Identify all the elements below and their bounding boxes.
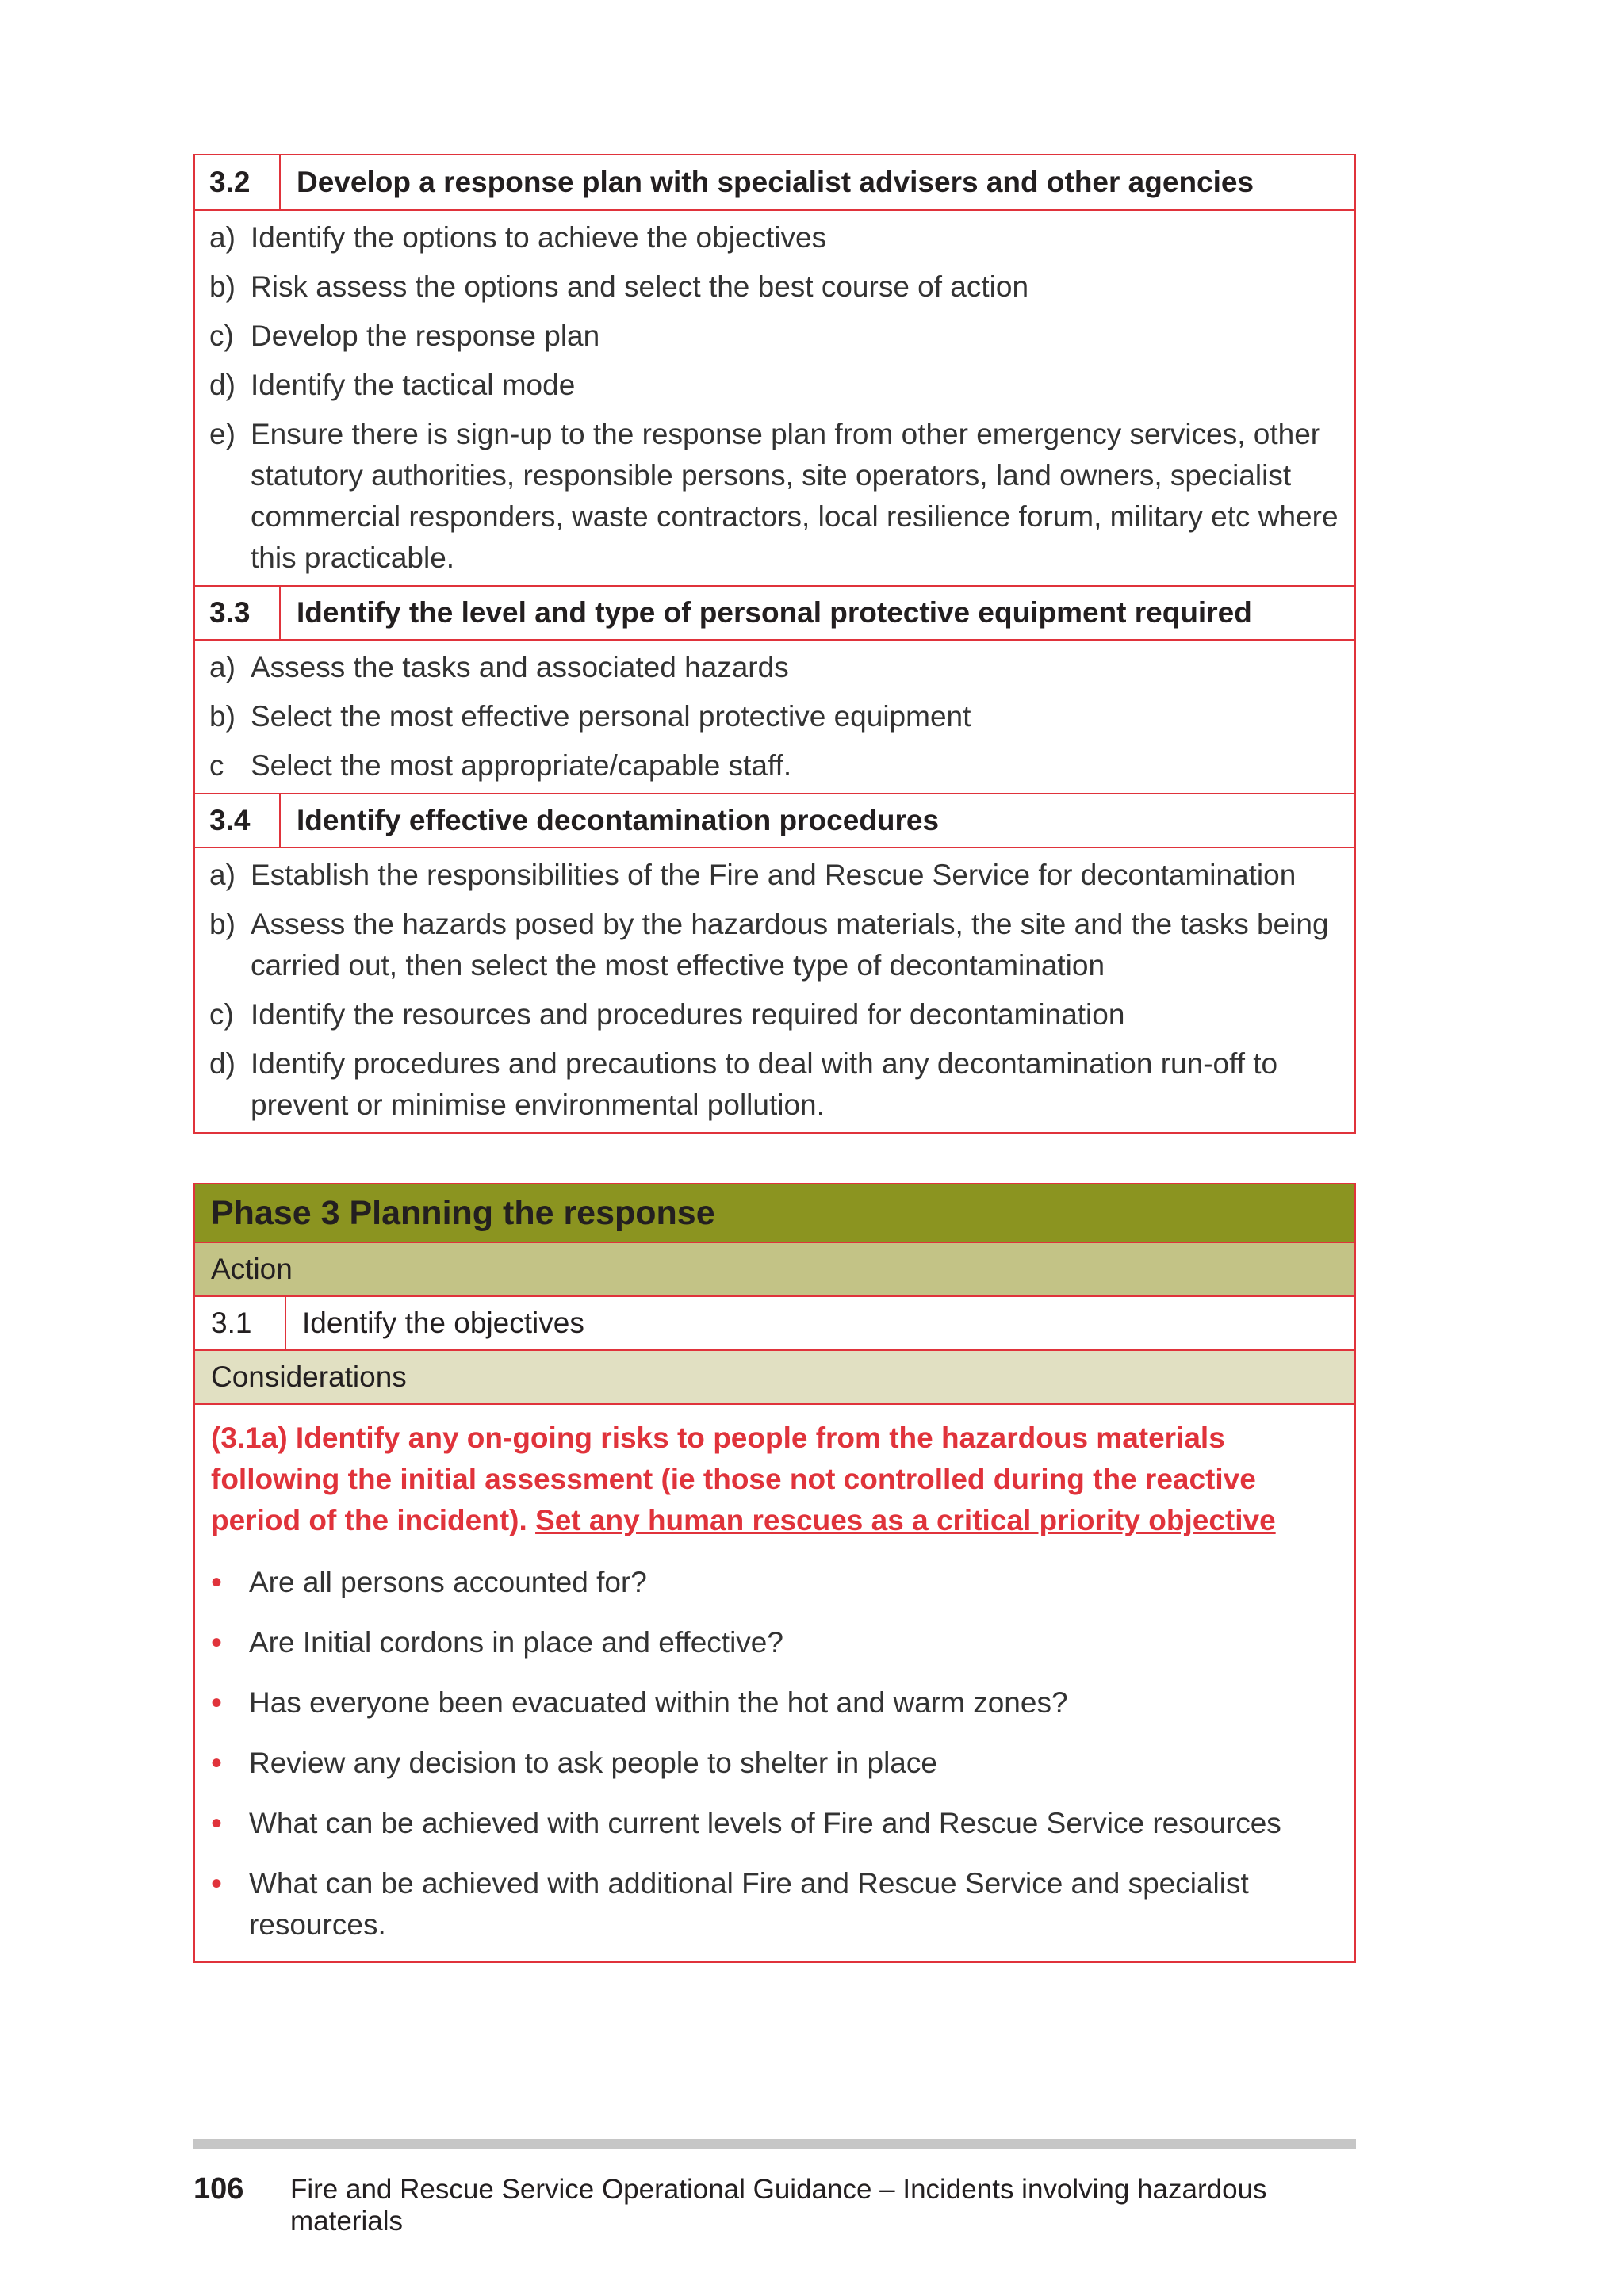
bullet-text: What can be achieved with additional Fire and Rescue Service and specialist resources. xyxy=(249,1867,1249,1941)
bullet-text: Review any decision to ask people to shelter in place xyxy=(249,1747,937,1779)
list-item xyxy=(195,696,1354,737)
bullet-text: Are Initial cordons in place and effective? xyxy=(249,1626,783,1659)
section-header-3-2 xyxy=(195,155,1354,211)
bullet-text: What can be achieved with current levels of Fire and Rescue Service resources xyxy=(249,1807,1281,1839)
page-footer xyxy=(193,2172,1356,2237)
objective-row xyxy=(195,1297,1354,1351)
item-letter: c) xyxy=(209,320,234,352)
section-header-3-4 xyxy=(195,793,1354,848)
item-text: Establish the responsibilities of the Fire and Rescue Service for decontamination xyxy=(251,859,1297,891)
item-text: Risk assess the options and select the best course of action xyxy=(251,270,1029,303)
list-item xyxy=(195,904,1354,986)
list-item xyxy=(195,745,1354,786)
item-text: Select the most appropriate/capable staff. xyxy=(251,749,792,782)
item-letter: b) xyxy=(209,700,236,733)
consideration-lead: (3.1a) Identify any on-going risks to people from the hazardous materials following the initial assessment (ie those not controlled during the reactive period of the incident). xyxy=(211,1422,1256,1536)
item-text: Assess the hazards posed by the hazardous materials, the site and the tasks being carried out, then select the most effective type of decontamination xyxy=(251,908,1329,982)
item-letter: d) xyxy=(209,369,236,401)
section-title: Develop a response plan with specialist advisers and other agencies xyxy=(297,166,1254,198)
list-item xyxy=(195,365,1354,406)
action-label: Action xyxy=(195,1243,1354,1297)
section-title: Identify effective decontamination procedures xyxy=(297,804,940,836)
consideration-heading xyxy=(211,1418,1339,1541)
list-item xyxy=(211,1622,1339,1663)
bullet-icon: • xyxy=(211,1686,223,1720)
item-letter: b) xyxy=(209,908,236,940)
item-text: Identify the options to achieve the objectives xyxy=(251,221,827,254)
item-letter: b) xyxy=(209,270,236,303)
list-item xyxy=(211,1803,1339,1844)
item-letter: e) xyxy=(209,418,236,450)
document-title: Fire and Rescue Service Operational Guidance – Incidents involving hazardous materials xyxy=(290,2174,1267,2237)
item-letter: a) xyxy=(209,651,236,683)
list-item xyxy=(195,266,1354,308)
phase-title: Phase 3 Planning the response xyxy=(195,1184,1354,1243)
item-text: Select the most effective personal protective equipment xyxy=(251,700,971,733)
page-number: 106 xyxy=(193,2172,244,2206)
section-header-3-3 xyxy=(195,585,1354,641)
item-letter: a) xyxy=(209,221,236,254)
footer-divider xyxy=(193,2139,1356,2149)
section-items-3-3 xyxy=(195,641,1354,793)
list-item xyxy=(195,217,1354,258)
bullet-icon: • xyxy=(211,1746,223,1781)
item-text: Ensure there is sign-up to the response plan from other emergency services, other statutory authorities, responsible persons, site operators, land owners, specialist commercial responders, waste contractors, local resilience forum, military etc where this practicable. xyxy=(251,418,1339,574)
list-item xyxy=(195,647,1354,688)
response-plan-table xyxy=(193,154,1356,1134)
section-number: 3.2 xyxy=(195,155,281,209)
item-letter: c xyxy=(209,749,224,782)
list-item xyxy=(211,1743,1339,1784)
list-item xyxy=(195,994,1354,1035)
list-item xyxy=(211,1562,1339,1603)
considerations-body xyxy=(195,1405,1354,1961)
item-letter: d) xyxy=(209,1047,236,1080)
bullet-text: Are all persons accounted for? xyxy=(249,1566,647,1598)
item-letter: a) xyxy=(209,859,236,891)
item-text: Identify procedures and precautions to deal with any decontamination run-off to prevent or minimise environmental pollution. xyxy=(251,1047,1278,1121)
list-item xyxy=(211,1863,1339,1946)
critical-priority-note: Set any human rescues as a critical priority objective xyxy=(535,1504,1276,1536)
phase-3-table xyxy=(193,1183,1356,1963)
item-letter: c) xyxy=(209,998,234,1031)
section-items-3-4 xyxy=(195,848,1354,1132)
section-title: Identify the level and type of personal protective equipment required xyxy=(297,596,1252,629)
section-number: 3.4 xyxy=(195,794,281,847)
bullet-icon: • xyxy=(211,1866,223,1901)
considerations-label: Considerations xyxy=(195,1351,1354,1405)
list-item xyxy=(195,414,1354,579)
list-item xyxy=(195,855,1354,896)
bullet-icon: • xyxy=(211,1625,223,1660)
bullet-icon: • xyxy=(211,1565,223,1600)
item-text: Develop the response plan xyxy=(251,320,600,352)
section-number: 3.3 xyxy=(195,587,281,639)
list-item xyxy=(195,316,1354,357)
list-item xyxy=(211,1682,1339,1724)
bullet-icon: • xyxy=(211,1806,223,1841)
section-items-3-2 xyxy=(195,211,1354,585)
list-item xyxy=(195,1043,1354,1126)
bullet-text: Has everyone been evacuated within the hot and warm zones? xyxy=(249,1686,1068,1719)
objective-number: 3.1 xyxy=(195,1297,286,1349)
item-text: Identify the tactical mode xyxy=(251,369,576,401)
item-text: Assess the tasks and associated hazards xyxy=(251,651,789,683)
considerations-list xyxy=(211,1562,1339,1946)
item-text: Identify the resources and procedures required for decontamination xyxy=(251,998,1125,1031)
objective-title: Identify the objectives xyxy=(302,1307,584,1339)
